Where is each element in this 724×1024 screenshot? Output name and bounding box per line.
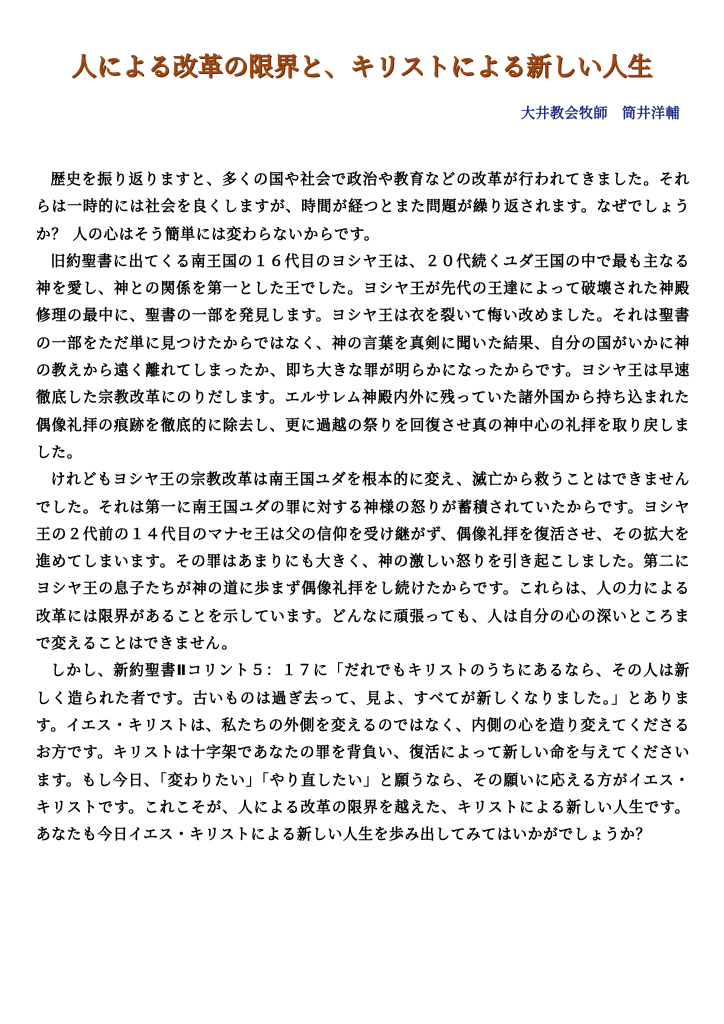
paragraph-1: 歴史を振り返りますと、多くの国や社会で政治や教育などの改革が行われてきました。それらは一時的には社会を良くしますが、時間が経つとまた問題が繰り返されます。なぜでしょうか？ 人の心はそう簡単には変わらないからです。 [36,171,690,243]
document-title: 人による改革の限界と、キリストによる新しい人生 [71,52,653,81]
article-body [36,166,690,848]
paragraph-3: けれどもヨシヤ王の宗教改革は南王国ユダを根本的に変え、滅亡から救うことはできませんでした。それは第一に南王国ユダの罪に対する神様の怒りが蓄積されていたからです。ヨシヤ王の２代前の１４代目のマナセ王は父の信仰を受け継がず、偶像礼拝を復活させ、その拡大を進めてしまいます。その罪はあまりにも大きく、神の激しい怒りを引き起こしました。第二にヨシヤ王の息子たちが神の道に歩まず偶像礼拝をし続けたからです。これらは、人の力による改革には限界があることを示しています。どんなに頑張っても、人は自分の心の深いところまで変えることはできません。 [36,471,690,653]
author-name: 筒井洋輔 [622,106,680,122]
author-line [521,104,680,124]
author-church: 大井教会牧師 [521,106,608,122]
paragraph-2: 旧約聖書に出てくる南王国の１６代目のヨシヤ王は、２０代続くユダ王国の中で最も主なる神を愛し、神との関係を第一とした王でした。ヨシヤ王が先代の王達によって破壊された神殿修理の最中に、聖書の一部を発見します。ヨシヤ王は衣を裂いて悔い改めました。それは聖書の一部をただ単に見つけたからではなく、神の言葉を真剣に聞いた結果、自分の国がいかに神の教えから遠く離れてしまったか、即ち大きな罪が明らかになったからです。ヨシヤ王は早速徹底した宗教改革にのりだします。エルサレム神殿内外に残っていた諸外国から持ち込まれた偶像礼拝の痕跡を徹底的に除去し、更に過越の祭りを回復させ真の神中心の礼拝を取り戻しました。 [36,252,690,461]
paragraph-4: しかし、新約聖書Ⅱコリント５：１７に「だれでもキリストのうちにあるなら、その人は新しく造られた者です。古いものは過ぎ去って、見よ、すべてが新しくなりました。」とあります。イエス・キリストは、私たちの外側を変えるのではなく、内側の心を造り変えてくださるお方です。キリストは十字架であなたの罪を背負い、復活によって新しい命を与えてくださいます。もし今日、「変わりたい」「やり直したい」と願うなら、その願いに応える方がイエス・キリストです。これこそが、人による改革の限界を越えた、キリストによる新しい人生です。あなたも今日イエス・キリストによる新しい人生を歩み出してみてはいかがでしょうか？ [36,662,690,844]
